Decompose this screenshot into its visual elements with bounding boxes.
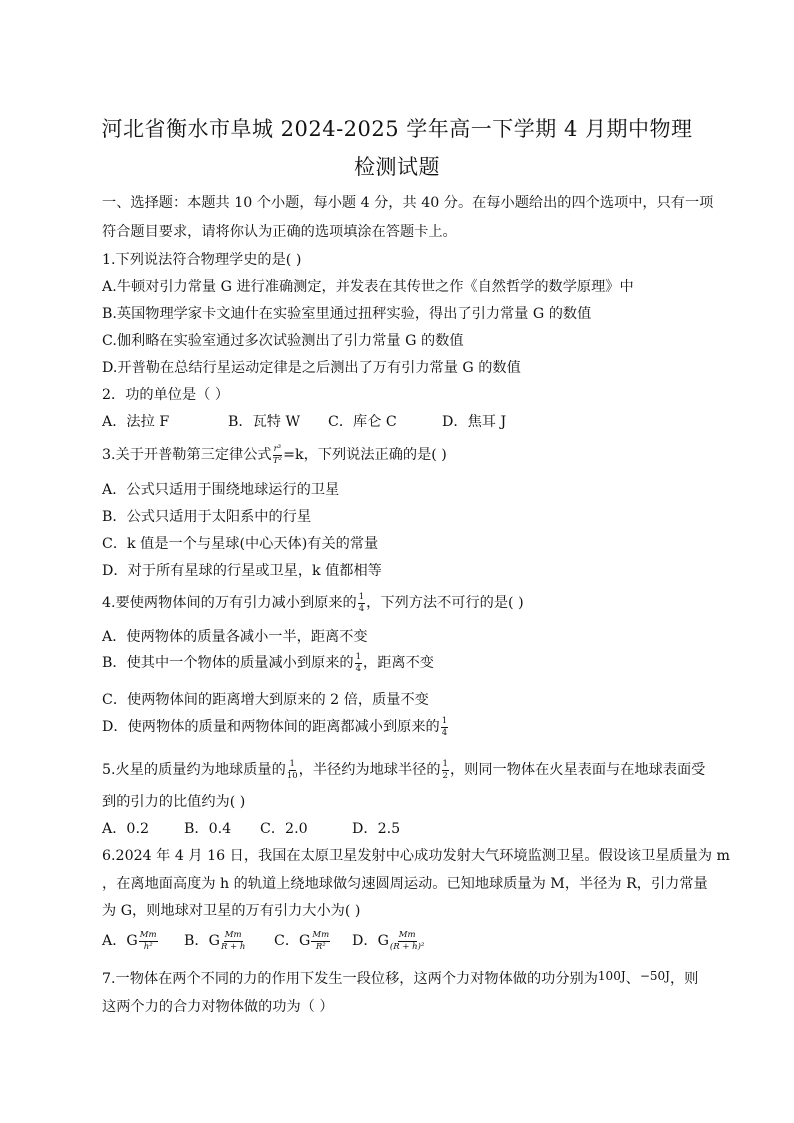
question-5-stem — [102, 759, 705, 780]
question-6-stem-cont: ，在离地面高度为 h 的轨道上绕地球做匀速圆周运动。已知地球质量为 M，半径为 R，引力常量 — [102, 876, 708, 892]
question-1-stem: 1.下列说法符合物理学史的是( ) — [102, 252, 302, 268]
question-4-option-d — [102, 716, 449, 737]
gravity-formula-fraction — [221, 931, 245, 951]
section-instructions: 一、选择题：本题共 10 个小题，每小题 4 分，共 40 分。在每小题给出的四个选项中，只有一项 — [102, 195, 714, 211]
question-2-option-b: B．瓦特 W — [228, 414, 301, 430]
question-5-stem-mid: ，半径约为地球半径的 — [298, 762, 441, 778]
fraction-one-quarter — [355, 653, 362, 673]
fraction-one-half — [442, 760, 449, 780]
question-5-stem-pre: 5.火星的质量约为地球质量的 — [102, 762, 286, 778]
formula-numerator: r³ — [273, 444, 282, 454]
question-2-option-c: C．库仑 C — [328, 414, 397, 430]
fraction-denominator: h² — [143, 941, 153, 952]
work-value-1: 100J — [597, 969, 626, 983]
separator: 、 — [625, 971, 640, 987]
question-3-option-d: D．对于所有星球的行星或卫星，k 值都相等 — [102, 563, 382, 579]
fraction-numerator: Mm — [398, 930, 416, 940]
question-3-option-b: B．公式只适用于太阳系中的行星 — [102, 509, 312, 525]
fraction-numerator: Mm — [224, 930, 242, 940]
question-7-stem — [102, 968, 698, 988]
question-3-stem-post: =k，下列说法正确的是( ) — [283, 447, 447, 463]
option-label: B．G — [184, 933, 220, 949]
fraction-numerator: 1 — [441, 716, 448, 726]
fraction-numerator: 1 — [289, 759, 295, 769]
question-1-option-d: D.开普勒在总结行星运动定律是之后测出了万有引力常量 G 的数值 — [102, 360, 521, 376]
exam-subtitle: 检测试题 — [354, 155, 440, 179]
fraction-one-quarter — [358, 593, 365, 613]
fraction-denominator: 10 — [286, 770, 298, 781]
question-5-option-b: B．0.4 — [184, 821, 232, 837]
question-5-stem-cont: 到的引力的比值约为( ) — [102, 794, 246, 810]
formula-denominator: T² — [272, 455, 282, 466]
question-5-stem-post: ，则同一物体在火星表面与在地球表面受 — [449, 762, 706, 778]
question-4-option-b — [102, 652, 434, 673]
question-4-stem-post: ，下列方法不可行的是( ) — [366, 595, 524, 611]
question-7-stem-pre: 7.一物体在两个不同的力的作用下发生一段位移，这两个力对物体做的功分别为 — [102, 971, 598, 987]
option-label: A．G — [102, 933, 138, 949]
fraction-denominator: 4 — [355, 663, 362, 674]
question-4-option-c: C．使两物体间的距离增大到原来的 2 倍，质量不变 — [102, 692, 429, 708]
question-2-stem: 2．功的单位是（ ） — [102, 387, 230, 403]
fraction-numerator: Mm — [139, 930, 157, 940]
question-5-options — [102, 818, 400, 838]
question-3-stem — [102, 444, 447, 465]
question-4-stem-pre: 4.要使两物体间的万有引力减小到原来的 — [102, 595, 357, 611]
kepler-formula-fraction — [273, 445, 282, 465]
question-2-option-d: D．焦耳 J — [442, 414, 507, 430]
fraction-denominator: 2 — [442, 770, 448, 781]
fraction-denominator: R + h — [220, 941, 246, 952]
question-6-options — [102, 930, 425, 951]
question-6-stem: 6.2024 年 4 月 16 日，我国在太原卫星发射中心成功发射大气环境监测卫星。假设该卫星质量为 m — [102, 848, 730, 864]
exam-title: 河北省衡水市阜城 2024-2025 学年高一下学期 4 月期中物理 — [101, 117, 693, 141]
fraction-numerator: 1 — [355, 652, 362, 662]
question-6-option-b — [184, 930, 274, 951]
fraction-denominator: R² — [315, 941, 326, 952]
question-6-option-c — [274, 930, 352, 951]
fraction-one-quarter — [441, 717, 448, 737]
work-value-2: −50J — [639, 969, 670, 983]
question-2-option-a: A．法拉 F — [102, 414, 170, 430]
question-7-stem-post: ，则 — [669, 971, 699, 987]
gravity-formula-fraction — [390, 931, 424, 951]
question-1-option-b: B.英国物理学家卡文迪什在实验室里通过扭秤实验，得出了引力常量 G 的数值 — [102, 306, 592, 322]
fraction-numerator: 1 — [358, 592, 365, 602]
question-4-option-b-post: ，距离不变 — [363, 655, 434, 671]
question-5-option-a: A．0.2 — [102, 821, 149, 837]
gravity-formula-fraction — [311, 931, 330, 951]
question-3-option-c: C．k 值是一个与星球(中心天体)有关的常量 — [102, 536, 379, 552]
question-2-options — [102, 411, 506, 431]
fraction-one-tenth — [287, 760, 298, 780]
fraction-denominator: 4 — [441, 727, 448, 738]
section-instructions-cont: 符合题目要求，请将你认为正确的选项填涂在答题卡上。 — [102, 224, 457, 240]
question-6-stem-cont-2: 为 G，则地球对卫星的万有引力大小为( ) — [102, 903, 361, 919]
question-4-option-a: A．使两物体的质量各减小一半，距离不变 — [102, 629, 368, 645]
fraction-numerator: Mm — [312, 930, 330, 940]
question-5-option-c: C．2.0 — [260, 821, 308, 837]
question-5-option-d: D．2.5 — [352, 821, 401, 837]
question-1-option-a: A.牛顿对引力常量 G 进行准确测定，并发表在其传世之作《自然哲学的数学原理》中 — [102, 279, 634, 295]
question-1-option-c: C.伽利略在实验室通过多次试验测出了引力常量 G 的数值 — [102, 333, 464, 349]
question-6-option-a — [102, 930, 184, 951]
question-3-option-a: A．公式只适用于围绕地球运行的卫星 — [102, 482, 340, 498]
gravity-formula-fraction — [139, 931, 158, 951]
option-label: D．G — [352, 933, 389, 949]
question-3-stem-pre: 3.关于开普勒第三定律公式 — [102, 447, 272, 463]
question-7-stem-cont: 这两个力的合力对物体做的功为（ ） — [102, 999, 334, 1015]
question-6-option-d — [352, 930, 425, 951]
option-label: C．G — [274, 933, 311, 949]
fraction-denominator: (R + h)² — [389, 941, 425, 952]
question-4-option-d-pre: D．使两物体的质量和两物体间的距离都减小到原来的 — [102, 719, 440, 735]
fraction-numerator: 1 — [442, 759, 448, 769]
question-4-stem — [102, 592, 524, 613]
fraction-denominator: 4 — [358, 603, 365, 614]
question-4-option-b-pre: B．使其中一个物体的质量减小到原来的 — [102, 655, 354, 671]
